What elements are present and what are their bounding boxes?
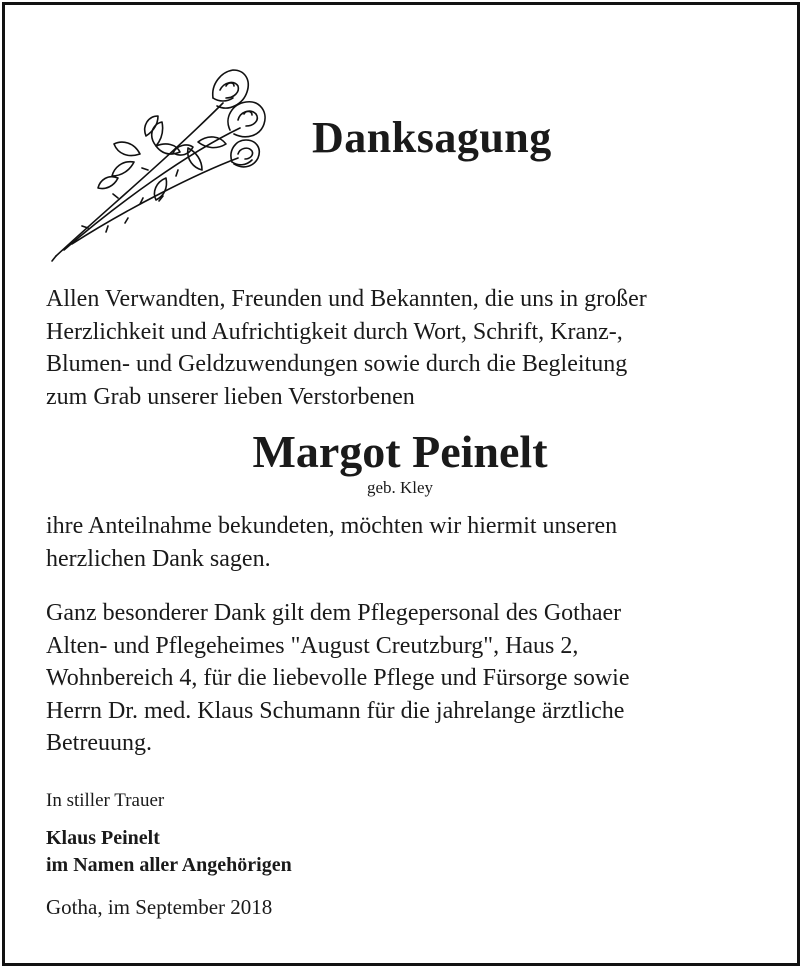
- thanks-paragraph: [46, 510, 766, 575]
- special-thanks-line: Alten- und Pflegeheimes "August Creutzburg", Haus 2,: [46, 632, 579, 659]
- special-thanks-line: Ganz besonderer Dank gilt dem Pflegepersonal des Gothaer: [46, 600, 622, 626]
- maiden-name: geb. Kley: [366, 478, 434, 497]
- special-thanks-paragraph: [46, 597, 766, 760]
- special-thanks-line: Wohnbereich 4, für die liebevolle Pflege und Fürsorge sowie: [46, 665, 630, 691]
- special-thanks-line: Herrn Dr. med. Klaus Schumann für die jahrelange ärztliche: [46, 697, 625, 724]
- intro-paragraph: [46, 283, 766, 413]
- intro-line: Allen Verwandten, Freunden und Bekannten, die uns in großer: [46, 286, 647, 312]
- place-date: Gotha, im September 2018: [46, 895, 273, 919]
- thanks-line: herzlichen Dank sagen.: [46, 545, 271, 572]
- ad-title: Danksagung: [312, 113, 552, 162]
- intro-line: zum Grab unserer lieben Verstorbenen: [46, 383, 415, 410]
- mourning-phrase: In stiller Trauer: [46, 790, 165, 811]
- deceased-name: Margot Peinelt: [252, 426, 548, 477]
- special-thanks-line: Betreuung.: [46, 730, 152, 756]
- intro-line: Herzlichkeit und Aufrichtigkeit durch Wort, Schrift, Kranz-,: [46, 318, 623, 345]
- signer-note: im Namen aller Angehörigen: [46, 854, 292, 876]
- roses-icon: [48, 58, 278, 263]
- intro-line: Blumen- und Geldzuwendungen sowie durch die Begleitung: [46, 351, 628, 377]
- thanks-line: ihre Anteilnahme bekundeten, möchten wir hiermit unseren: [46, 513, 618, 539]
- signer-name: Klaus Peinelt: [46, 827, 160, 849]
- signer-block: [46, 825, 292, 879]
